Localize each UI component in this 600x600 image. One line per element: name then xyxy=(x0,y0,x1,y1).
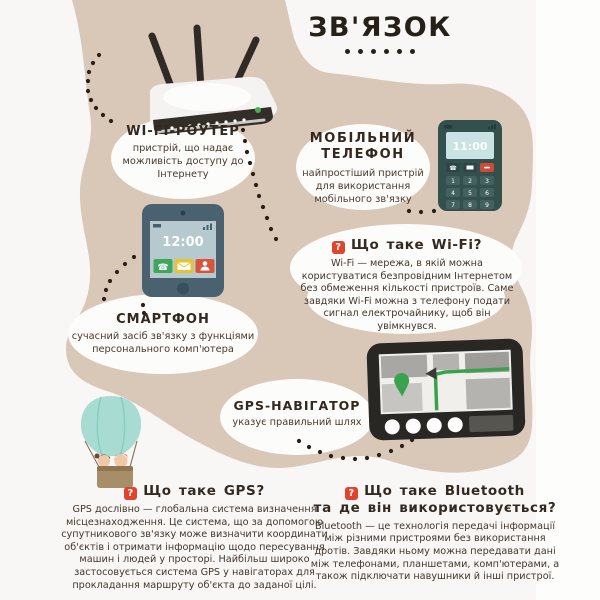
smartphone-home-button xyxy=(177,283,189,295)
keypad xyxy=(446,176,494,209)
svg-text:5: 5 xyxy=(468,190,472,197)
qa-gps-answer: GPS дослівно — глобальна система визначення місцезнаходження. Це система, що за допомогою супутникового зв'язку може визначити координати об'єктів і отримати інформацію щодо пересування машин і людей у просторі. Найбільш широко застосовується система GPS у навігаторах для прокладання маршруту об'єкта до заданої цілі. xyxy=(61,504,328,591)
mail-app-icon xyxy=(175,259,194,273)
svg-text:3: 3 xyxy=(485,178,489,185)
smartphone-label-description: сучасний засіб зв'язку з функціями персонального комп'ютера xyxy=(71,331,255,356)
gps-label-title: GPS-НАВІГАТОР xyxy=(233,398,361,413)
battery-icon xyxy=(444,125,452,129)
svg-text:6: 6 xyxy=(485,190,489,197)
feature-phone-illustration xyxy=(438,120,502,211)
smartphone-label-title: СМАРТФОН xyxy=(116,312,210,327)
balloon-envelope xyxy=(81,396,141,456)
qa-wifi xyxy=(293,237,521,334)
svg-text:☎: ☎ xyxy=(449,165,457,172)
battery-icon xyxy=(153,224,161,228)
question-icon: ? xyxy=(332,241,345,254)
title-dots xyxy=(285,49,475,54)
message-key-icon xyxy=(463,163,477,172)
svg-text:4: 4 xyxy=(451,190,455,197)
hot-air-balloon-illustration xyxy=(81,396,141,488)
router-led-icon xyxy=(255,107,261,113)
svg-text:☎: ☎ xyxy=(157,263,169,273)
router-label-title: WI-FI-РОУТЕР xyxy=(126,124,240,139)
qa-gps-question: ? Що таке GPS? xyxy=(52,483,337,500)
contacts-app-icon xyxy=(196,259,215,273)
smartphone-camera-icon xyxy=(181,211,186,216)
feature-phone-clock: 11:00 xyxy=(452,140,488,153)
qa-bluetooth xyxy=(307,483,563,584)
qa-wifi-answer: Wi-Fi — мережа, в якій можна користуватися безпровідним Інтернетом без обмеження кількості пристроїв. Саме завдяки Wi-Fi можна з телефону подати сигнал електрочайнику, щоб він увімкнувся. xyxy=(300,258,514,333)
page-title: ЗВ'ЯЗОК xyxy=(308,12,452,43)
router-label xyxy=(112,124,254,181)
qa-wifi-question: ? Що таке Wi-Fi? xyxy=(293,237,521,254)
mobile-phone-label xyxy=(296,131,430,206)
mobile-phone-label-title: МОБІЛЬНИЙ ТЕЛЕФОН xyxy=(309,131,417,163)
qa-bluetooth-question: ? Що таке Bluetooth та де він використовується? xyxy=(313,483,557,516)
phone-app-icon xyxy=(154,259,173,273)
router-label-description: пристрій, що надає можливість доступу до Інтернету xyxy=(122,143,244,181)
smartphone-clock: 12:00 xyxy=(162,235,204,250)
qa-bluetooth-answer: Bluetooth — це технологія передачі інформації між різними пристроями без використання дротів. Завдяки ньому можна передавати дані між телефонами, планшетами, комп'ютерами, а також підключати навушники й інші пристрої. xyxy=(310,520,560,583)
page-header xyxy=(285,12,475,54)
mobile-phone-label-description: найпростіший пристрій для використання мобільного зв'язку xyxy=(302,167,424,205)
qa-gps xyxy=(52,483,337,592)
smartphone-illustration xyxy=(142,204,224,297)
svg-text:8: 8 xyxy=(468,202,472,209)
gps-speaker xyxy=(469,415,514,433)
gps-label-description: указує правильний шлях xyxy=(232,417,362,428)
router-antenna-middle xyxy=(197,28,201,88)
svg-text:1: 1 xyxy=(451,178,455,185)
svg-text:2: 2 xyxy=(468,178,472,185)
end-call-key-icon xyxy=(480,163,494,172)
question-icon: ? xyxy=(345,487,358,500)
smartphone-label xyxy=(68,312,258,356)
svg-text:7: 7 xyxy=(451,202,455,209)
svg-text:9: 9 xyxy=(485,202,489,209)
question-icon: ? xyxy=(124,487,137,500)
gps-label xyxy=(224,398,370,429)
gps-navigator-illustration xyxy=(366,338,525,440)
call-key-icon xyxy=(446,163,460,172)
